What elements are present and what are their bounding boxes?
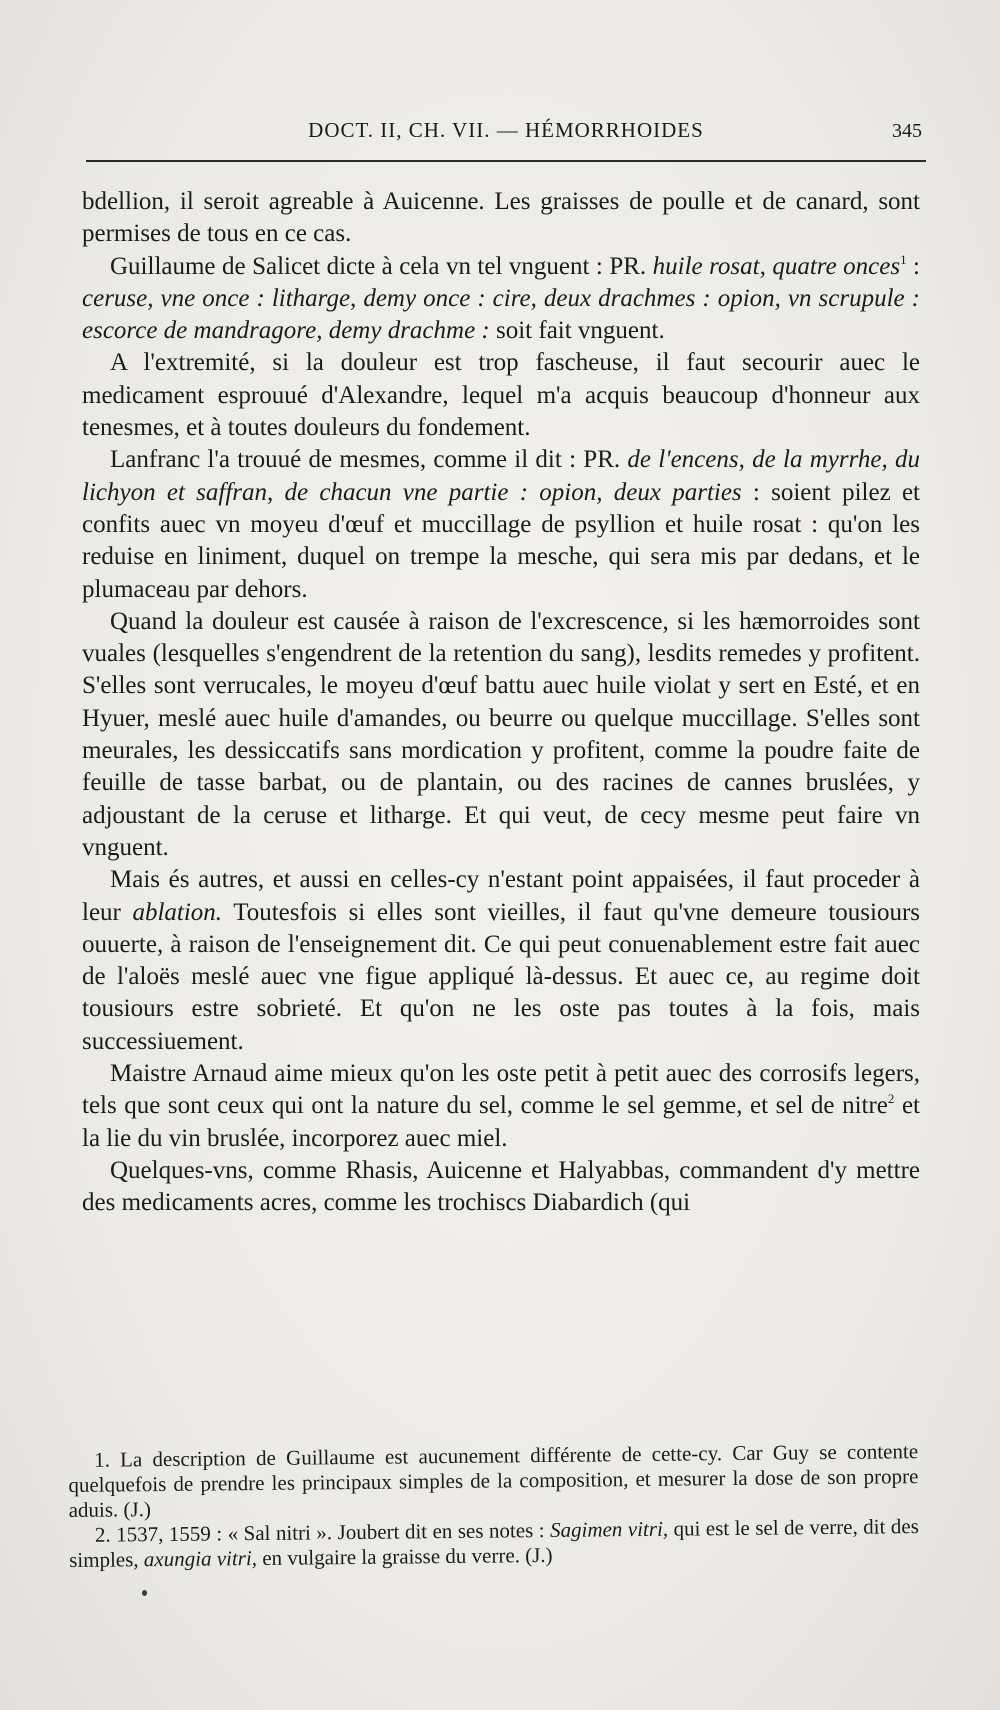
italic-text: axungia vitri, bbox=[143, 1546, 258, 1572]
text-run: et la lie du vin bruslée, incorporez auec miel. bbox=[82, 1092, 920, 1152]
text-run: soit fait vnguent. bbox=[489, 317, 665, 345]
footnote-ref: 2 bbox=[887, 1091, 895, 1107]
text-run: : soient pilez et confits auec vn moyeu d'œuf et muccillage de psyllion et huile rosat : qu'on les reduise en liniment, duquel on trempe la mesche, qui sera mis par dedans, et le plumaceau par dehors. bbox=[82, 478, 920, 603]
header-rule bbox=[86, 160, 926, 162]
text-run: en vulgaire la graisse du verre. (J.) bbox=[256, 1542, 553, 1571]
text-run: Lanfranc l'a trouué de mesmes, comme il dit : PR. bbox=[110, 446, 628, 474]
text-run: bdellion, il seroit agreable à Auicenne. Les graisses de poulle et de canard, sont permises de tous en ce cas. bbox=[82, 188, 920, 248]
italic-text: de l'encens, de la myrrhe, du lichyon et saffran, de chacun vne partie : opion, deux parties bbox=[82, 446, 921, 506]
text-run: A l'extremité, si la douleur est trop fascheuse, il faut secourir auec le medicament esprouué d'Alexandre, lequel m'a acquis beaucoup d'honneur aux tenesmes, et à toutes douleurs du fondement. bbox=[82, 349, 920, 442]
text-run: Guillaume de Salicet dicte à cela vn tel vnguent : PR. bbox=[110, 252, 653, 280]
text-run: 2. 1537, 1559 : « Sal nitri ». Joubert dit en ses notes : bbox=[94, 1517, 551, 1547]
paragraph bbox=[82, 606, 920, 864]
paragraph bbox=[82, 1155, 920, 1220]
footnote bbox=[68, 1439, 919, 1523]
text-run: : bbox=[906, 252, 921, 280]
page-header bbox=[86, 118, 926, 154]
italic-text: ceruse, vne once : litharge, demy once : cire, deux drachmes : opion, vn scrupule : escorce de mandragore, demy drachme : bbox=[82, 284, 920, 345]
italic-text: huile rosat, quatre onces bbox=[652, 252, 901, 280]
paragraph bbox=[82, 251, 920, 348]
italic-text: Sagimen vitri, bbox=[549, 1516, 669, 1542]
paragraph bbox=[82, 444, 920, 605]
text-run: Maistre Arnaud aime mieux qu'on les oste petit à petit auec des corrosifs legers, tels que sont ceux qui ont la nature du sel, comme le sel gemme, et sel de nitre bbox=[82, 1060, 920, 1120]
text-run: Mais és autres, et aussi en celles-cy n'estant point appaisées, il faut proceder à leur bbox=[82, 866, 920, 926]
text-run: Quelques-vns, comme Rhasis, Auicenne et Halyabbas, commandent d'y mettre des medicaments acres, comme les trochiscs Diabardich (qui bbox=[82, 1156, 920, 1217]
footnote-ref: 1 bbox=[900, 251, 907, 267]
italic-text: ablation. bbox=[132, 898, 223, 926]
text-run: Toutesfois si elles sont vieilles, il faut qu'vne demeure tousiours ouuerte, à raison de l'enseignement dit. Ce qui peut conuenablement estre fait auec de l'aloës meslé auec vne figue appliqué là-dessus. Et auec ce, au regime doit tousiours estre sobrieté. Et qu'on ne les oste pas toutes à la fois, mais successiuement. bbox=[82, 898, 920, 1055]
footnote bbox=[69, 1514, 919, 1573]
paragraph bbox=[82, 186, 920, 251]
page-number: 345 bbox=[892, 120, 922, 142]
paragraph bbox=[82, 347, 920, 444]
ink-speck bbox=[142, 1590, 147, 1596]
running-title: DOCT. II, CH. VII. — HÉMORRHOIDES bbox=[308, 118, 704, 142]
body-text bbox=[82, 186, 920, 1220]
text-run: qui est le sel de verre, dit des simples, bbox=[69, 1514, 919, 1572]
footnotes bbox=[68, 1439, 919, 1573]
text-run: Quand la douleur est causée à raison de l'excrescence, si les hæmorroides sont vuales (lesquelles s'engendrent de la retention du sang), lesdits remedes y profitent. S'elles sont verrucales, le moyeu d'œuf battu auec huile violat y sert en Esté, et en Hyuer, meslé auec huile d'amandes, ou beurre ou quelque muccillage. S'elles sont meurales, les dessiccatifs sans mordication y profitent, comme la poudre faite de feuille de tasse barbat, ou de plantain, ou des racines de cannes bruslées, y adjoustant de la ceruse et litharge. Et qui veut, de cecy mesme peut faire vn vnguent. bbox=[82, 607, 920, 861]
text-run: 1. La description de Guillaume est aucunement différente de cette-cy. Car Guy se contente quelquefois de prendre les principaux simples de la composition, et mesurer la dose de son propre aduis. (J.) bbox=[68, 1439, 919, 1522]
paragraph bbox=[82, 1058, 920, 1155]
paragraph bbox=[82, 864, 920, 1058]
